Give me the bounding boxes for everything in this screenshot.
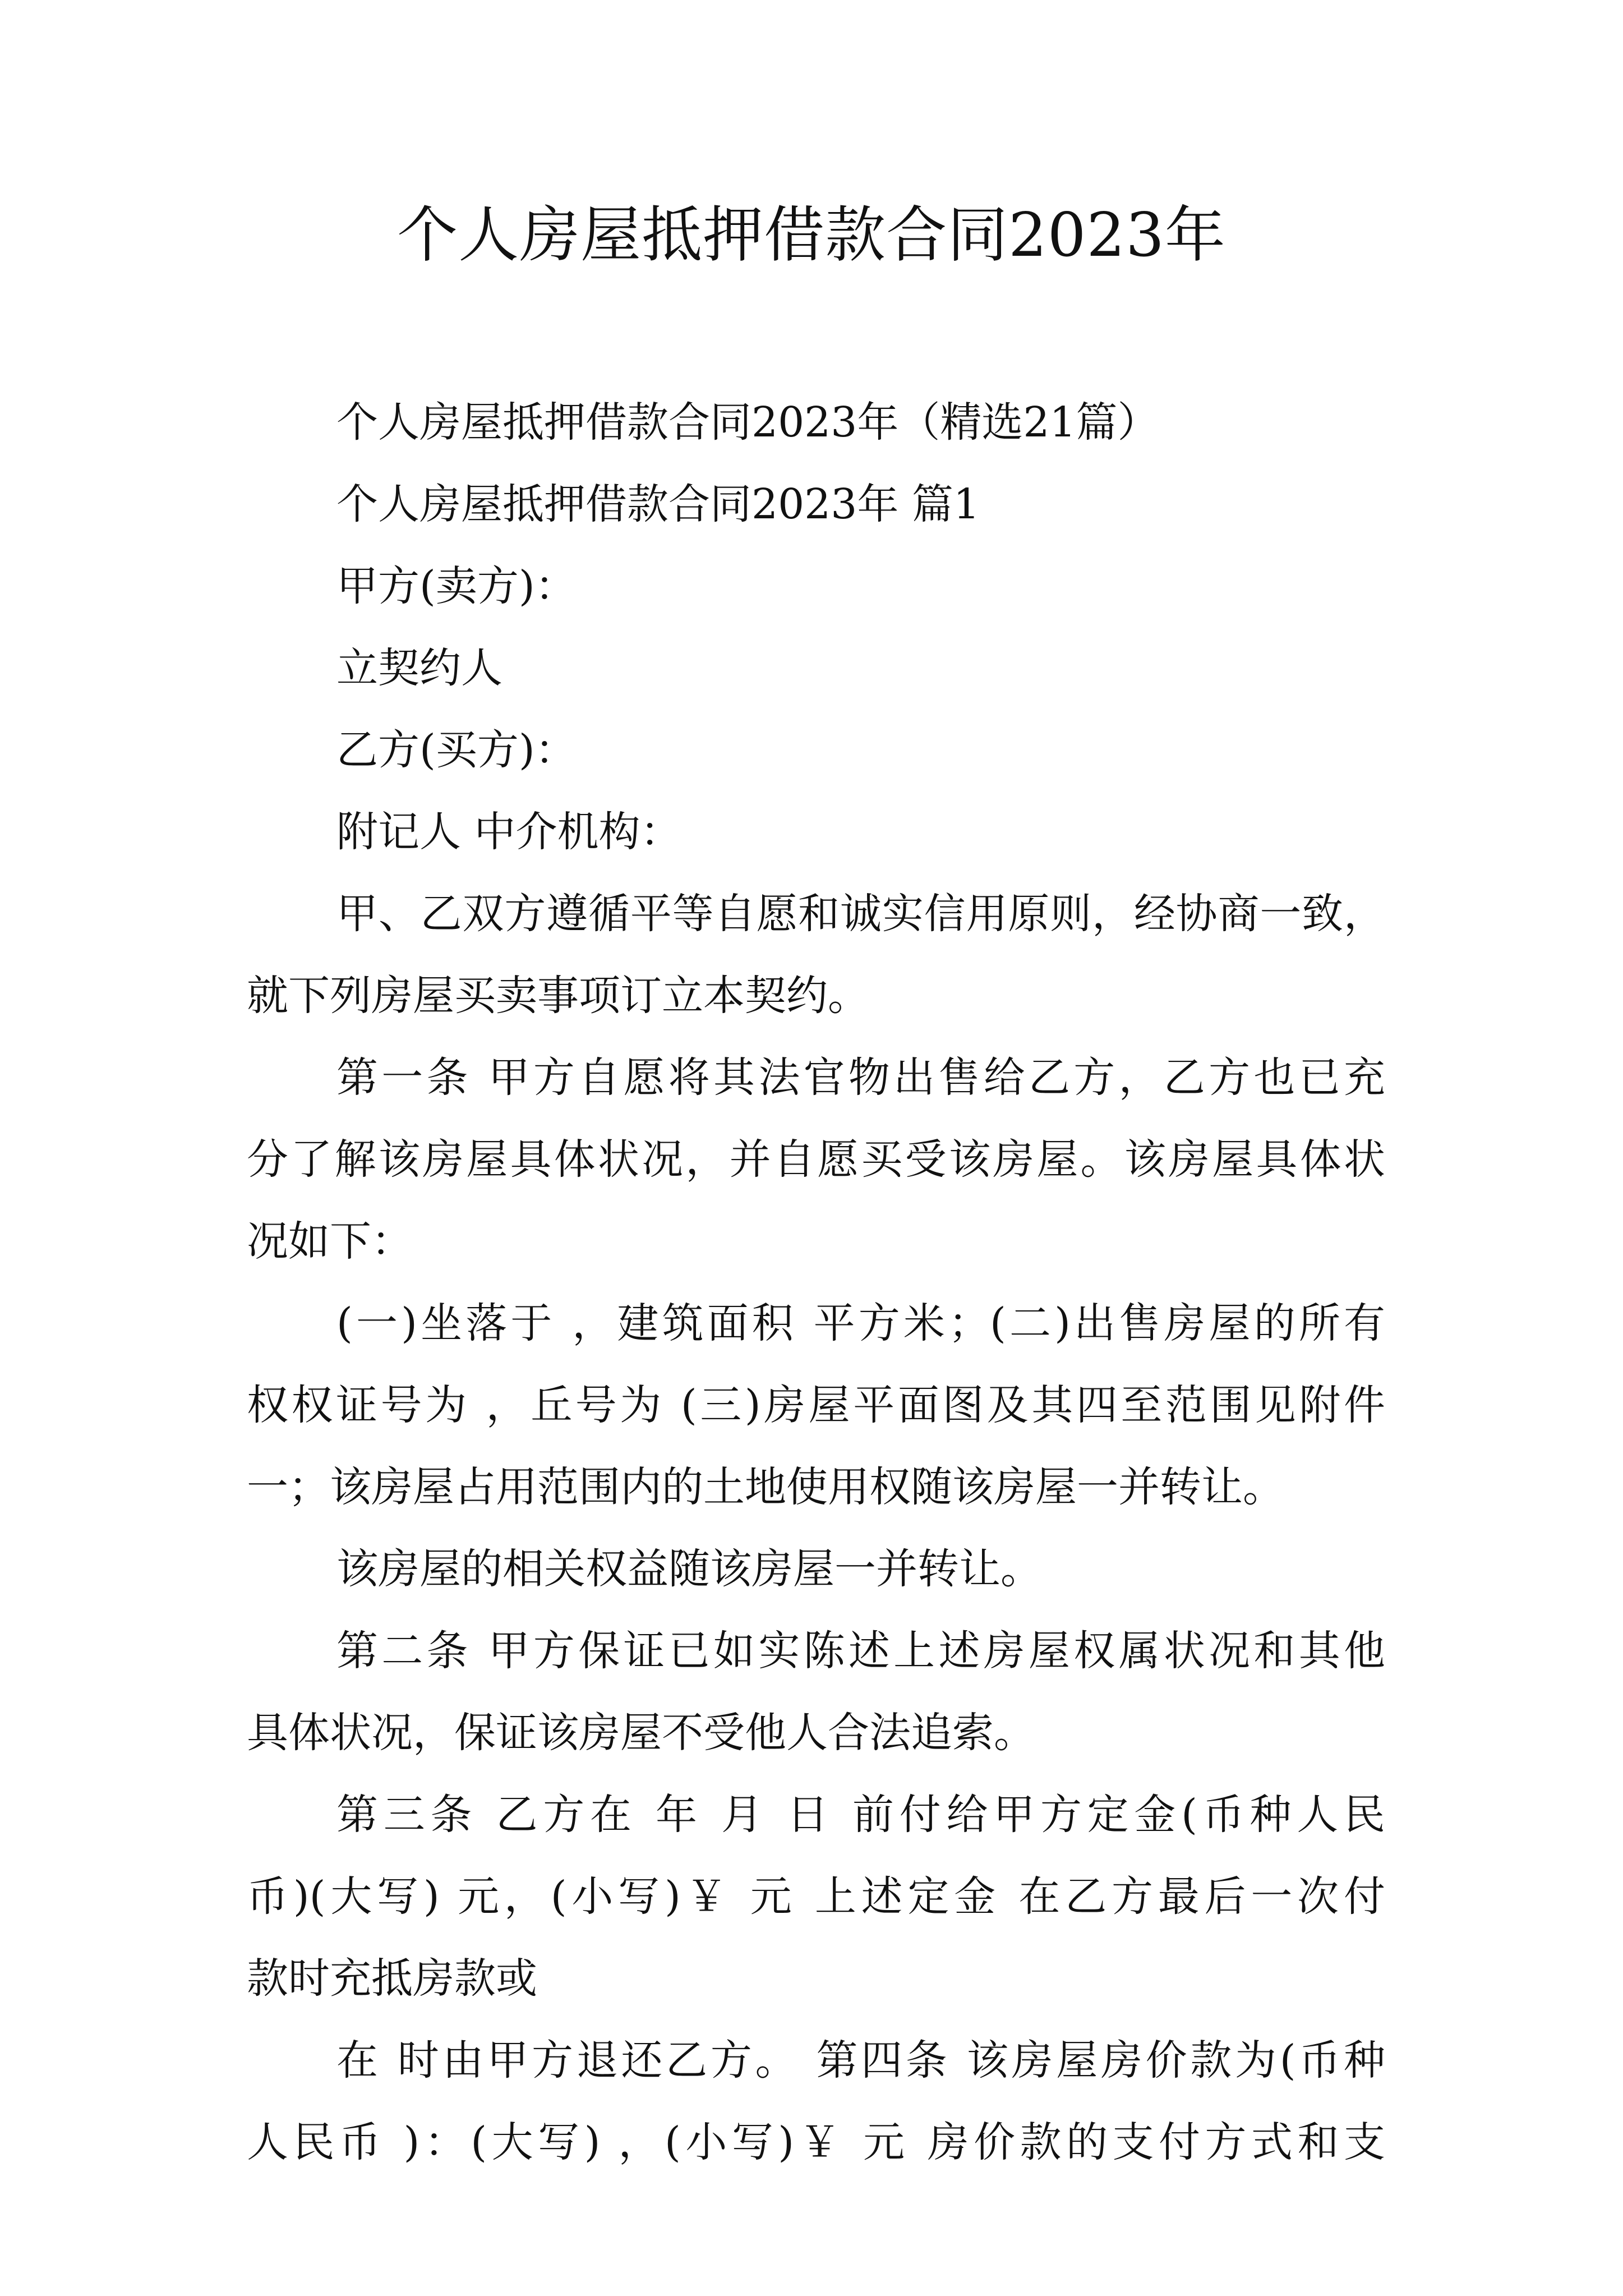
text-line: 甲、乙双方遵循平等自愿和诚实信用原则，经协商一致， bbox=[336, 890, 1385, 938]
text-line: 个人房屋抵押借款合同2023年 篇1 bbox=[336, 480, 980, 528]
text-line: 权权证号为 ，丘号为 (三)房屋平面图及其四至范围见附件 bbox=[247, 1381, 1385, 1429]
text-line: 甲方(卖方)： bbox=[336, 562, 577, 610]
document-title: 个人房屋抵押借款合同2023年 bbox=[397, 200, 1226, 270]
text-line: 款时充抵房款或 bbox=[247, 1954, 537, 2003]
text-line: 在 时由甲方退还乙方。 第四条 该房屋房价款为(币种 bbox=[336, 2036, 1385, 2085]
text-line: 具体状况，保证该房屋不受他人合法追索。 bbox=[247, 1709, 1035, 1757]
text-line: 就下列房屋买卖事项订立本契约。 bbox=[247, 972, 869, 1020]
text-line: 第二条 甲方保证已如实陈述上述房屋权属状况和其他 bbox=[336, 1627, 1385, 1675]
text-line: 该房屋的相关权益随该房屋一并转让。 bbox=[336, 1545, 1042, 1593]
text-line: 币)(大写) 元，(小写)￥ 元 上述定金 在乙方最后一次付 bbox=[247, 1872, 1385, 1921]
document-body bbox=[247, 381, 1385, 2183]
text-line: 乙方(买方)： bbox=[336, 726, 577, 774]
text-line: 立契约人 bbox=[336, 644, 502, 692]
text-line: 人民币 )：(大写) ，(小写)￥ 元 房价款的支付方式和支 bbox=[247, 2118, 1385, 2166]
text-line: 第一条 甲方自愿将其法官物出售给乙方，乙方也已充 bbox=[336, 1053, 1385, 1102]
text-line: 附记人 中介机构： bbox=[336, 808, 682, 856]
text-line: 个人房屋抵押借款合同2023年（精选21篇） bbox=[336, 398, 1159, 447]
text-line: (一)坐落于 ，建筑面积 平方米；(二)出售房屋的所有 bbox=[336, 1299, 1385, 1347]
text-line: 分了解该房屋具体状况，并自愿买受该房屋。该房屋具体状 bbox=[247, 1135, 1385, 1184]
text-line: 一；该房屋占用范围内的土地使用权随该房屋一并转让。 bbox=[247, 1463, 1284, 1511]
text-line: 第三条 乙方在 年 月 日 前付给甲方定金(币种人民 bbox=[336, 1791, 1385, 1839]
text-line: 况如下： bbox=[247, 1217, 413, 1266]
